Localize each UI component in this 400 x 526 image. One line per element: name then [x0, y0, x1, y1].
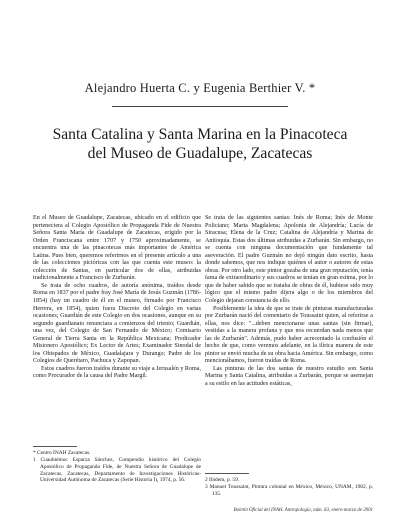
paragraph: En el Museo de Guadalupe, Zacatecas, ubicado en el edificio que perteneciera al Colegio Apostólico de Propaganda Fide de Nuestra Señora Santa María de Guadalupe de Zacatecas, erigido por la Orden Franciscana entre 1707 y 1750 aproximadamente, se encuentra una de las pinacotecas más importantes de América Latina. Pues bien, queremos referirnos en el presente artículo a una de las colecciones pictóricas con las que cuenta este museo: la colección de Santas, en particular dos de ellas, atribuidas tradicionalmente a Francisco de Zurbarán.	[33, 215, 201, 282]
paragraph: Posiblemente la idea de que se trate de pinturas manufacturadas por Zurbarán nació del comentario de Toussaint quien, al referirse a ellas, nos dice: "...deben mencionarse unas santas (sin firmar), vestidas a la manera profana y que nos recuerdan nada menos que las de Zurbarán". Además, pudo haber acrecentado la confusión el hecho de que, como veremos adelante, en la ilírica manera de este pintor se envió mucha de su obra hacia América. Sin embargo, como mencionábamos, fueron traídas de Roma.	[205, 305, 373, 365]
article-authors: Alejandro Huerta C. y Eugenia Berthier V. *	[84, 81, 316, 95]
title-line-2: del Museo de Guadalupe, Zacatecas	[87, 145, 313, 162]
footnote: * Centro INAH Zacatecas.	[33, 450, 91, 456]
paragraph: Estos cuadros fueron traídos durante su viaje a Jerusalén y Roma, como Procurador de la causa del Padre Margil.	[33, 365, 201, 380]
header-divider	[112, 106, 288, 107]
footnote: 3 Manuel Toussaint, Pintura colonial en México, México, UNAM, 1982, p. 135.	[205, 484, 373, 497]
footnote-divider	[33, 446, 77, 447]
journal-footer: Boletín Oficial del INAH. Antropología, núm. 63, enero-marzo de 2001	[233, 508, 373, 513]
footnote: 2 Ibidem, p. 59.	[205, 477, 240, 483]
footnotes-right	[205, 477, 373, 498]
title-line-1: Santa Catalina y Santa Marina en la Pinacoteca	[52, 126, 348, 143]
article-title	[30, 125, 370, 163]
paragraph: Se trata de ocho cuadros, de autoría anónima, traídos desde Roma en 1837 por el padre fray José María de Jesús Guzmán (1786-1854) (hay un cuadro de él en el museo, firmado por Francisco Herrera, en 1854), quien fuera Discreto del Colegio en varias ocasiones; Guardián de este Colegio en dos ocasiones, aunque en su segundo guardianato renunciara a comienzos del trienio; Guardián, una vez, del Colegio de San Fernando de México; Comisario General de Tierra Santa en la República Mexicana; Predicador Misionero Apostólico; Ex Lector de Artes; Examinador Sinodal de los Obispados de México, Guadalajara y Durango; Padre de los Colegios de Querétaro, Pachuca y Zapopan.	[33, 282, 201, 365]
footnotes-left	[33, 450, 201, 485]
paragraph: Las pinturas de las dos santas de nuestro estudio son Santa Marina y Santa Catalina, atribuidas a Zurbarán, porque se asemejan a su estilo en las actitudes estáticas,	[205, 365, 373, 388]
footnote: 1 Cuauhtémoc Esparza Sánchez, Compendio histórico del Colegio Apostólico de Propaganda Fide, de Nuestra Señora de Guadalupe de Zacatecas, Zacatecas, Departamento de Investigaciones Históricas-Universidad Autónoma de Zacatecas (Serie Historia I), 1974, p. 56.	[33, 457, 201, 484]
body-column-right	[205, 215, 373, 389]
paragraph: Se trata de las siguientes santas: Inés de Roma; Inés de Monte Policiano; Marta Magdalena; Apolonia de Alejandría; Lucía de Siracusa; Elena de la Cruz; Catalina de Alejandría y Marina de Antioquía. Estas dos últimas atribuidas a Zurbarán. Sin embargo, no se cuenta con ninguna documentación que fundamente tal aseveración. El padre Guzmán no dejó ningún dato escrito, hasta donde sabemos, que nos indique quiénes el autor o autores de estas obras. Por otro lado, este pintor gozaba de una gran reputación, tenía fama de extraordinario y sus cuadros se tenían en gran estima, por lo que de haber sabido que se trataba de obras de él, hubiese sido muy lógico que el mismo padre dijera algo o de los miembros del Colegio dejaran constancia de ello.	[205, 215, 373, 305]
footnote-divider	[205, 473, 249, 474]
body-column-left	[33, 215, 201, 381]
